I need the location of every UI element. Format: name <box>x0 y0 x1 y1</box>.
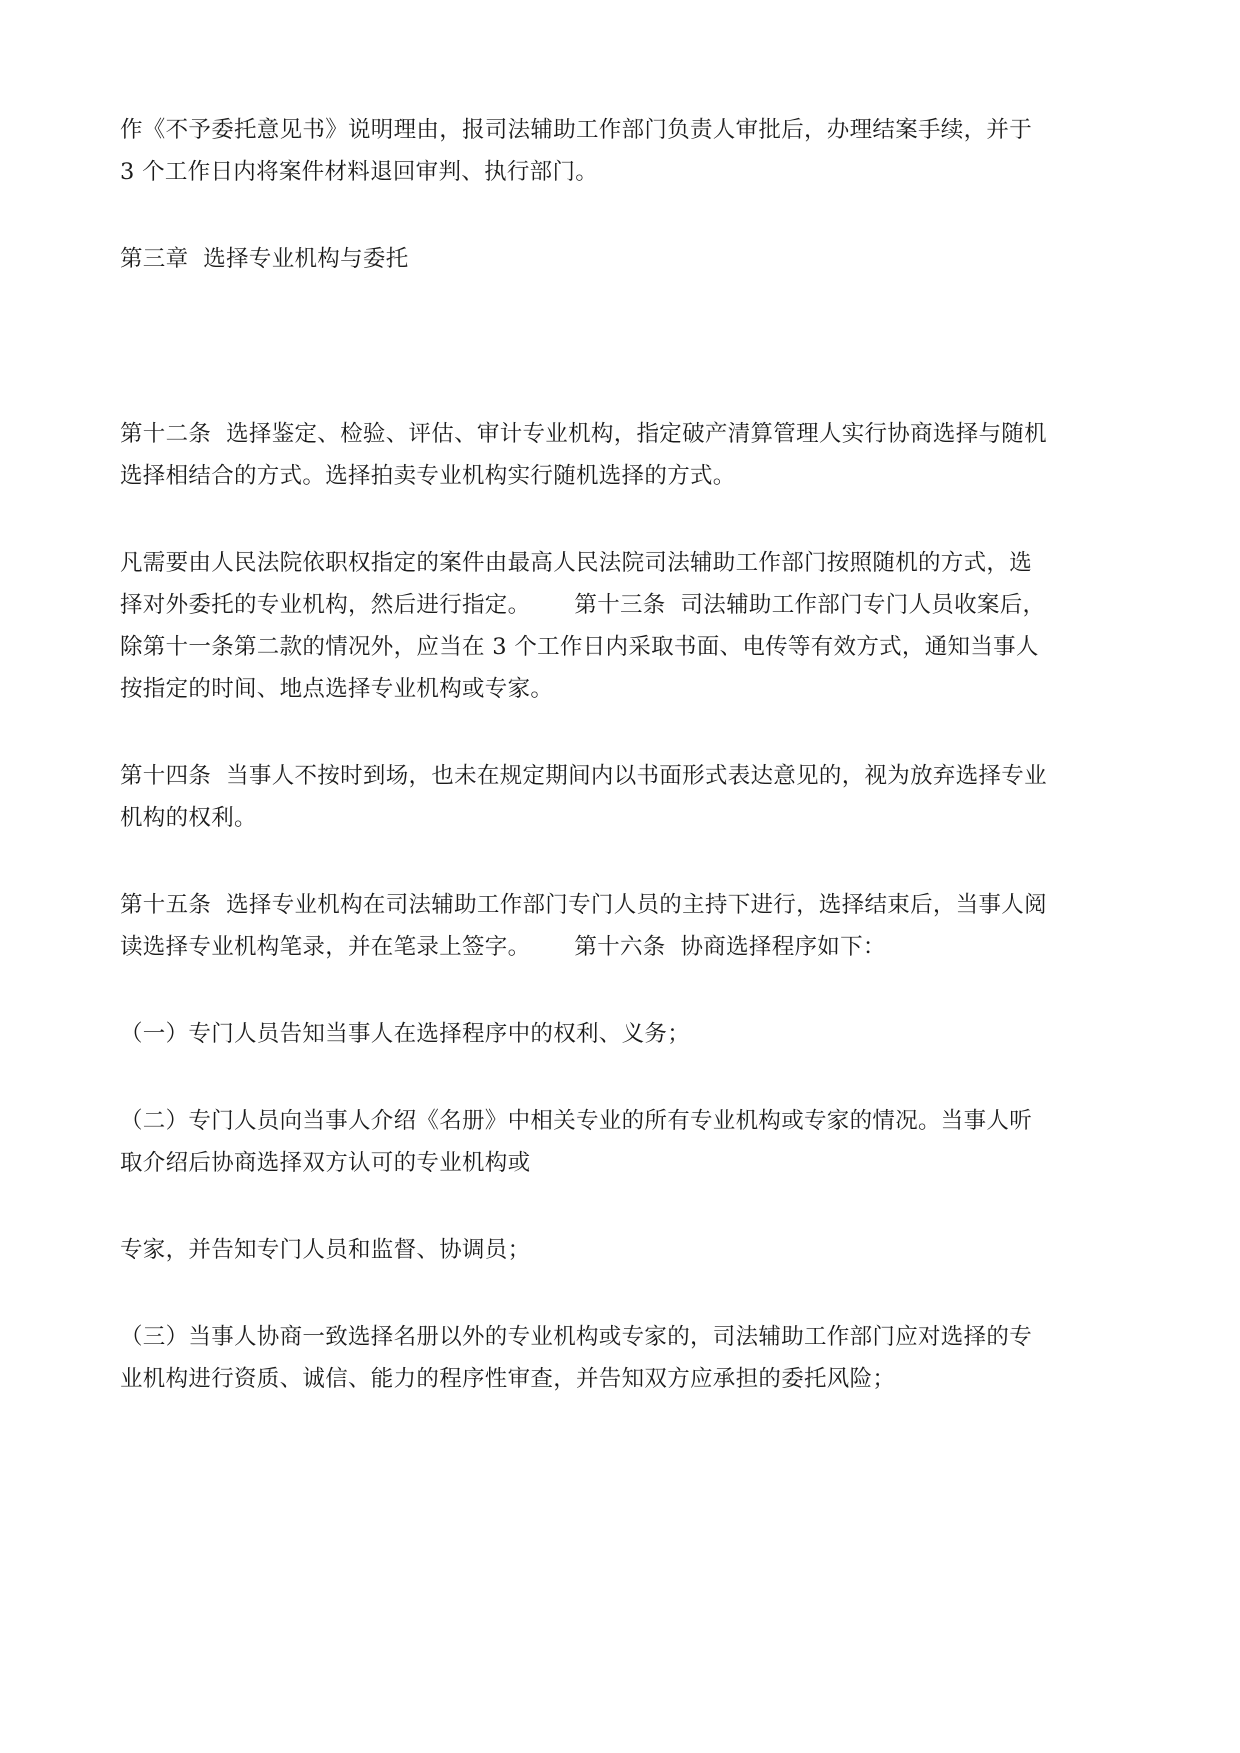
paragraph-line: 业机构进行资质、诚信、能力的程序性审查，并告知双方应承担的委托风险； <box>120 1366 896 1392</box>
chapter-heading: 第三章 选择专业机构与委托 <box>120 246 409 272</box>
paragraph-line: 第十二条 选择鉴定、检验、评估、审计专业机构，指定破产清算管理人实行协商选择与随机 <box>120 421 1047 447</box>
list-item: （一）专门人员告知当事人在选择程序中的权利、义务； <box>120 1021 691 1047</box>
list-item: （三）当事人协商一致选择名册以外的专业机构或专家的，司法辅助工作部门应对选择的专 <box>120 1324 1033 1350</box>
paragraph-line: 按指定的时间、地点选择专业机构或专家。 <box>120 676 554 702</box>
paragraph-line: 机构的权利。 <box>120 805 257 831</box>
paragraph-line: 除第十一条第二款的情况外，应当在 3 个工作日内采取书面、电传等有效方式，通知当事人 <box>120 634 1039 660</box>
paragraph-line <box>120 930 886 964</box>
list-item: （二）专门人员向当事人介绍《名册》中相关专业的所有专业机构或专家的情况。当事人听 <box>120 1108 1033 1134</box>
paragraph-line: 凡需要由人民法院依职权指定的案件由最高人民法院司法辅助工作部门按照随机的方式，选 <box>120 550 1033 576</box>
paragraph-line: 专家，并告知专门人员和监督、协调员； <box>120 1237 531 1263</box>
paragraph-line: 取介绍后协商选择双方认可的专业机构或 <box>120 1150 531 1176</box>
paragraph-line <box>120 588 1045 622</box>
paragraph-line: 3 个工作日内将案件材料退回审判、执行部门。 <box>120 159 599 185</box>
article-16-start: 第十六条 协商选择程序如下： <box>574 934 886 960</box>
line-segment: 择对外委托的专业机构，然后进行指定。 <box>120 592 531 618</box>
article-13-start: 第十三条 司法辅助工作部门专门人员收案后， <box>574 592 1046 618</box>
line-segment: 读选择专业机构笔录，并在笔录上签字。 <box>120 934 531 960</box>
paragraph-line: 第十四条 当事人不按时到场，也未在规定期间内以书面形式表达意见的，视为放弃选择专业 <box>120 763 1047 789</box>
paragraph-line: 作《不予委托意见书》说明理由，报司法辅助工作部门负责人审批后，办理结案手续，并于 <box>120 117 1033 143</box>
paragraph-line: 第十五条 选择专业机构在司法辅助工作部门专门人员的主持下进行，选择结束后，当事人阅 <box>120 892 1047 918</box>
paragraph-line: 选择相结合的方式。选择拍卖专业机构实行随机选择的方式。 <box>120 463 736 489</box>
